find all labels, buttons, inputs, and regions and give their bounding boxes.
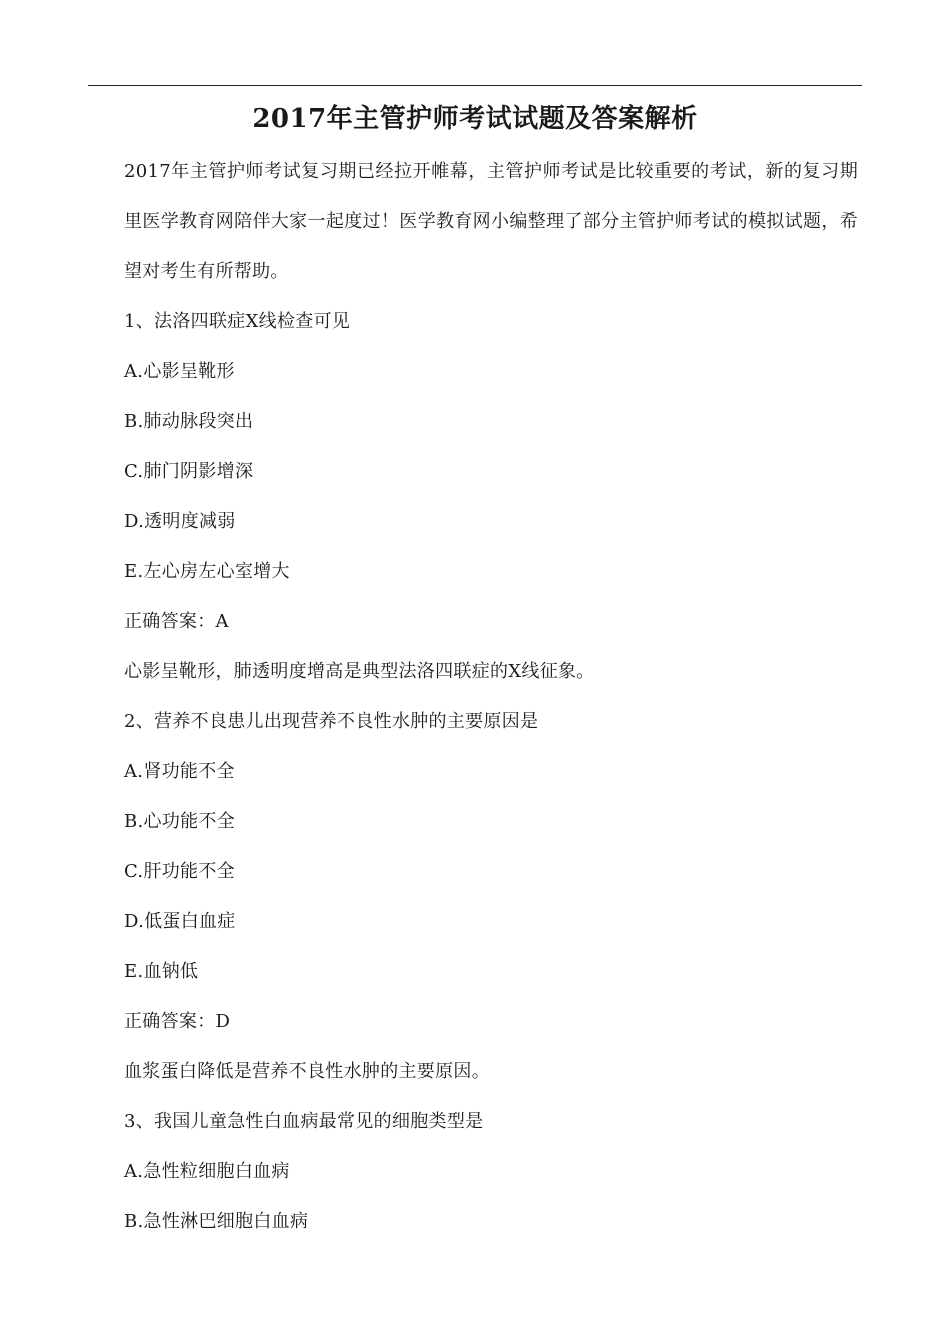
correct-answer: 正确答案：A [124,611,229,632]
answer-explanation: 心影呈靴形，肺透明度增高是典型法洛四联症的X线征象。 [124,661,595,682]
header-rule [88,85,862,86]
option-c: C.肺门阴影增深 [124,461,254,482]
document-body [124,147,858,1247]
option-d: D.透明度减弱 [124,511,236,532]
answer-explanation: 血浆蛋白降低是营养不良性水肿的主要原因。 [124,1061,490,1082]
question-stem: 3、我国儿童急性白血病最常见的细胞类型是 [124,1111,484,1132]
correct-answer: 正确答案：D [124,1011,231,1032]
option-c: C.肝功能不全 [124,861,235,882]
option-e: E.血钠低 [124,961,199,982]
document-title: 2017年主管护师考试试题及答案解析 [252,104,698,134]
option-e: E.左心房左心室增大 [124,561,290,582]
option-b: B.急性淋巴细胞白血病 [124,1211,309,1232]
question-1 [124,297,858,697]
question-3 [124,1097,858,1247]
question-stem: 2、营养不良患儿出现营养不良性水肿的主要原因是 [124,711,539,732]
option-b: B.肺动脉段突出 [124,411,254,432]
option-d: D.低蛋白血症 [124,911,236,932]
intro-paragraph: 2017年主管护师考试复习期已经拉开帷幕，主管护师考试是比较重要的考试，新的复习期里医学教育网陪伴大家一起度过！医学教育网小编整理了部分主管护师考试的模拟试题，希望对考生有所帮助。 [124,161,858,282]
option-b: B.心功能不全 [124,811,236,832]
option-a: A.急性粒细胞白血病 [124,1161,290,1182]
question-stem: 1、法洛四联症X线检查可见 [124,311,351,332]
question-2 [124,697,858,1097]
option-a: A.肾功能不全 [124,761,235,782]
option-a: A.心影呈靴形 [124,361,235,382]
